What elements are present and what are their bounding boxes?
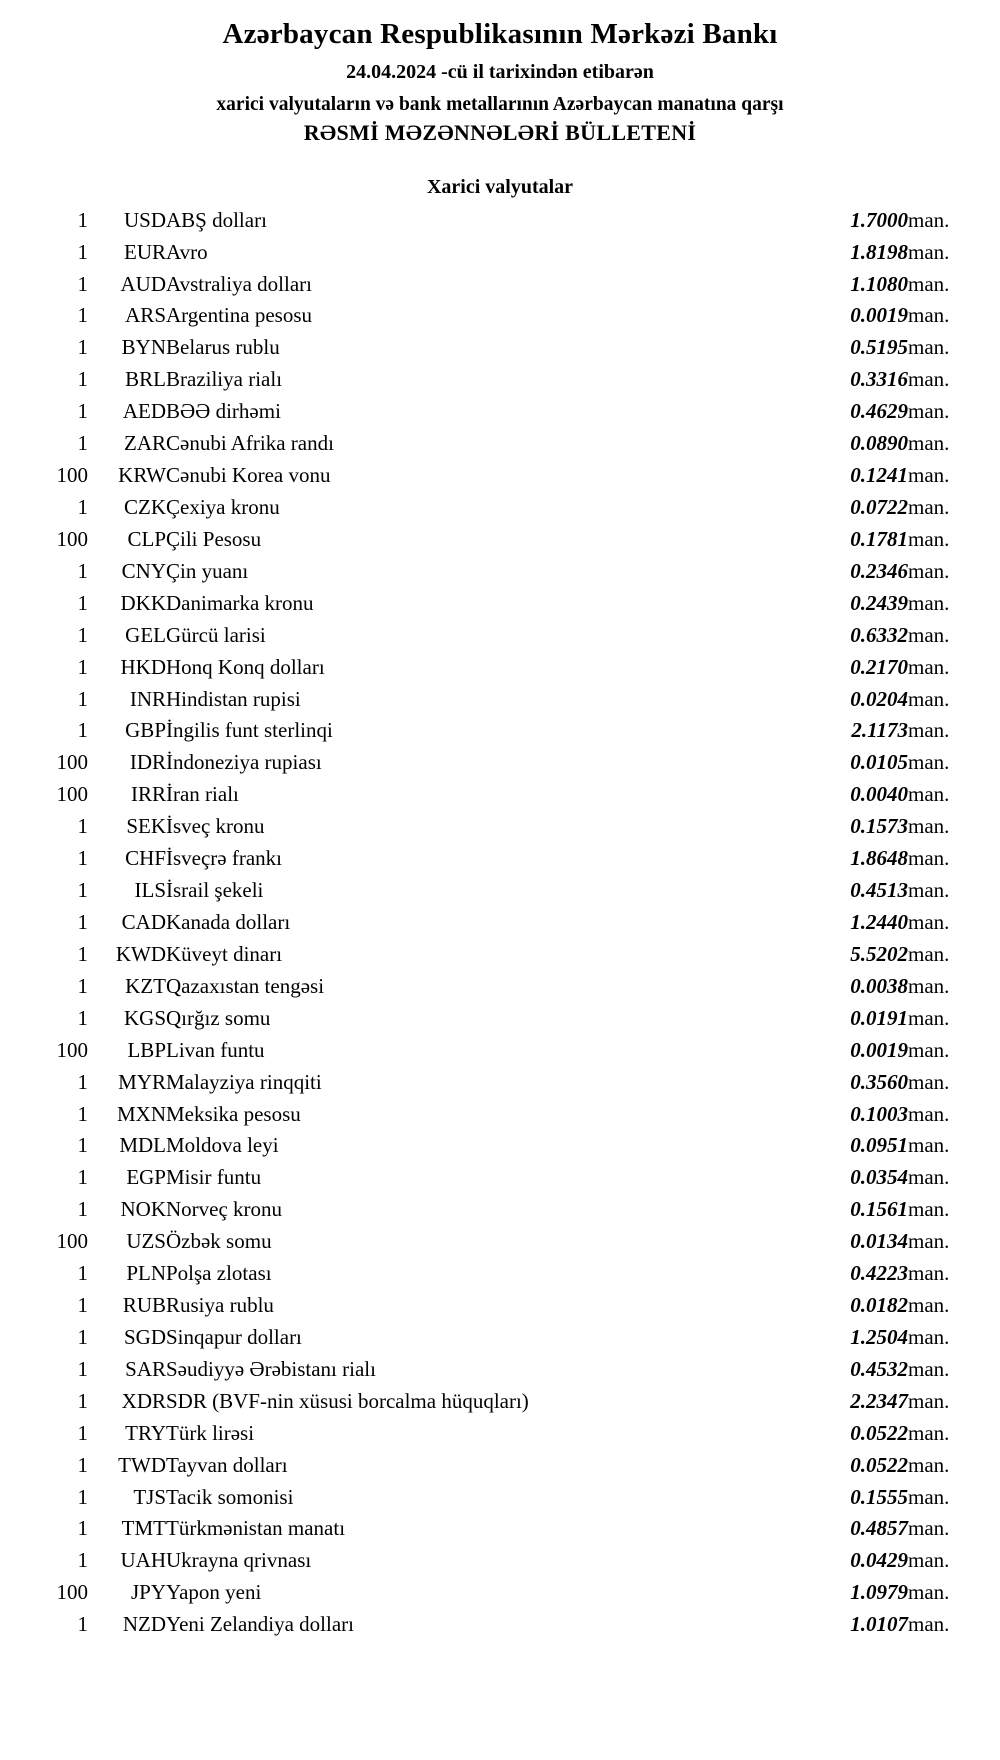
currency-amount: 1 xyxy=(77,941,88,966)
bank-title: Azərbaycan Respublikasının Mərkəzi Bankı xyxy=(222,18,778,50)
currency-code: ARS xyxy=(125,303,166,328)
currency-amount: 1 xyxy=(77,622,88,647)
currency-name: Tacik somonisi xyxy=(166,1484,294,1509)
currency-unit-label: man. xyxy=(908,941,950,966)
currency-code: MXN xyxy=(116,1101,166,1126)
currency-unit-label: man. xyxy=(908,335,950,360)
table-row xyxy=(30,205,970,237)
currency-amount: 1 xyxy=(77,1420,88,1445)
currency-amount: 1 xyxy=(77,1484,88,1509)
currency-amount: 1 xyxy=(77,1197,88,1222)
currency-rate-value: 0.3316 xyxy=(850,367,908,392)
currency-amount: 1 xyxy=(77,431,88,456)
currency-rate-value: 0.4857 xyxy=(850,1516,908,1541)
currency-name: Çili Pesosu xyxy=(166,526,262,551)
currency-amount: 1 xyxy=(77,846,88,871)
currency-name: SDR (BVF-nin xüsusi borcalma hüquqları) xyxy=(166,1388,529,1413)
currency-rate-value: 2.1173 xyxy=(851,718,908,743)
currency-rate-value: 0.0040 xyxy=(850,782,908,807)
currency-rate-value: 0.0890 xyxy=(850,431,908,456)
currency-name: BƏƏ dirhəmi xyxy=(166,399,281,424)
table-row xyxy=(30,1130,970,1162)
currency-amount: 1 xyxy=(77,654,88,679)
table-row xyxy=(30,843,970,875)
currency-unit-label: man. xyxy=(908,494,950,519)
currency-amount: 1 xyxy=(77,494,88,519)
currency-name: Malayziya rinqqiti xyxy=(166,1069,322,1094)
currency-amount: 1 xyxy=(77,1133,88,1158)
currency-amount: 1 xyxy=(77,367,88,392)
currency-name: İran rialı xyxy=(166,782,239,807)
currency-unit-label: man. xyxy=(908,1165,950,1190)
currency-unit-label: man. xyxy=(908,1548,950,1573)
currency-name: Honq Konq dolları xyxy=(166,654,325,679)
currency-unit-label: man. xyxy=(908,718,950,743)
table-row xyxy=(30,1577,970,1609)
currency-unit-label: man. xyxy=(908,590,950,615)
table-row xyxy=(30,779,970,811)
currency-rate-value: 0.2170 xyxy=(850,654,908,679)
currency-code: AUD xyxy=(120,271,166,296)
currency-rate-value: 0.1003 xyxy=(850,1101,908,1126)
currency-code: CZK xyxy=(124,494,166,519)
currency-rate-value: 0.4223 xyxy=(850,1261,908,1286)
currency-amount: 100 xyxy=(56,526,88,551)
currency-code: IDR xyxy=(129,750,166,775)
currency-code: CAD xyxy=(121,909,166,934)
currency-code: INR xyxy=(129,686,166,711)
currency-code: TWD xyxy=(118,1452,166,1477)
table-row xyxy=(30,364,970,396)
currency-name: Türk lirəsi xyxy=(166,1420,255,1445)
currency-code: TRY xyxy=(125,1420,166,1445)
currency-name: Argentina pesosu xyxy=(166,303,313,328)
currency-amount: 1 xyxy=(77,1005,88,1030)
currency-name: Kanada dolları xyxy=(166,909,291,934)
table-row xyxy=(30,1226,970,1258)
table-row xyxy=(30,1035,970,1067)
currency-amount: 1 xyxy=(77,814,88,839)
currency-rate-value: 1.7000 xyxy=(850,207,908,232)
currency-code: UAH xyxy=(120,1548,166,1573)
currency-code: MDL xyxy=(119,1133,166,1158)
currency-unit-label: man. xyxy=(908,1133,950,1158)
table-row xyxy=(30,875,970,907)
bulletin-title: RƏSMİ MƏZƏNNƏLƏRİ BÜLLETENİ xyxy=(303,119,697,145)
currency-unit-label: man. xyxy=(908,1388,950,1413)
currency-amount: 1 xyxy=(77,1324,88,1349)
currency-rate-value: 0.4629 xyxy=(850,399,908,424)
currency-code: CHF xyxy=(125,846,166,871)
currency-name: Polşa zlotası xyxy=(166,1261,272,1286)
currency-rate-value: 1.2504 xyxy=(850,1324,908,1349)
currency-code: KZT xyxy=(125,973,166,998)
currency-code: GEL xyxy=(125,622,166,647)
currency-code: LBP xyxy=(127,1037,166,1062)
currency-rate-value: 1.1080 xyxy=(850,271,908,296)
table-row xyxy=(30,1482,970,1514)
currency-unit-label: man. xyxy=(908,1293,950,1318)
currency-name: Sinqapur dolları xyxy=(166,1324,302,1349)
currency-unit-label: man. xyxy=(908,1452,950,1477)
currency-amount: 1 xyxy=(77,973,88,998)
currency-name: Qırğız somu xyxy=(166,1005,271,1030)
table-row xyxy=(30,1067,970,1099)
currency-code: PLN xyxy=(126,1261,166,1286)
table-row xyxy=(30,747,970,779)
document-header xyxy=(30,18,970,146)
currency-unit-label: man. xyxy=(908,654,950,679)
currency-unit-label: man. xyxy=(908,1261,950,1286)
currency-code: MYR xyxy=(118,1069,166,1094)
currency-code: TMT xyxy=(121,1516,166,1541)
currency-amount: 1 xyxy=(77,1101,88,1126)
currency-unit-label: man. xyxy=(908,1516,950,1541)
currency-rate-value: 0.2439 xyxy=(850,590,908,615)
currency-amount: 1 xyxy=(77,590,88,615)
currency-name: Danimarka kronu xyxy=(166,590,314,615)
currency-rate-value: 0.1781 xyxy=(850,526,908,551)
currency-rate-value: 1.8198 xyxy=(850,239,908,264)
effective-date-line: 24.04.2024 -cü il tarixindən etibarən xyxy=(346,61,654,84)
currency-code: DKK xyxy=(120,590,166,615)
currency-rate-value: 0.1241 xyxy=(850,463,908,488)
currency-amount: 1 xyxy=(77,1548,88,1573)
currency-unit-label: man. xyxy=(908,399,950,424)
table-row xyxy=(30,1418,970,1450)
currency-name: Yeni Zelandiya dolları xyxy=(166,1612,354,1637)
currency-amount: 1 xyxy=(77,1612,88,1637)
currency-unit-label: man. xyxy=(908,303,950,328)
currency-unit-label: man. xyxy=(908,463,950,488)
currency-rate-value: 5.5202 xyxy=(850,941,908,966)
currency-amount: 1 xyxy=(77,718,88,743)
currency-name: Norveç kronu xyxy=(166,1197,283,1222)
currency-amount: 1 xyxy=(77,1452,88,1477)
currency-amount: 1 xyxy=(77,558,88,583)
table-row xyxy=(30,1099,970,1131)
currency-code: HKD xyxy=(120,654,166,679)
table-row xyxy=(30,1545,970,1577)
currency-rate-value: 1.0107 xyxy=(850,1612,908,1637)
currency-unit-label: man. xyxy=(908,973,950,998)
currency-rate-value: 0.4532 xyxy=(850,1356,908,1381)
table-row xyxy=(30,269,970,301)
currency-code: RUB xyxy=(122,1293,166,1318)
currency-name: Moldova leyi xyxy=(166,1133,279,1158)
table-row xyxy=(30,1258,970,1290)
currency-amount: 1 xyxy=(77,303,88,328)
table-row xyxy=(30,1386,970,1418)
currency-unit-label: man. xyxy=(908,846,950,871)
currency-rate-value: 0.0019 xyxy=(850,1037,908,1062)
currency-rate-value: 0.0204 xyxy=(850,686,908,711)
currency-amount: 100 xyxy=(56,782,88,807)
currency-unit-label: man. xyxy=(908,271,950,296)
currency-code: EUR xyxy=(124,239,166,264)
currency-rate-value: 0.0354 xyxy=(850,1165,908,1190)
currency-name: Avstraliya dolları xyxy=(166,271,312,296)
table-row xyxy=(30,1194,970,1226)
currency-rate-value: 2.2347 xyxy=(850,1388,908,1413)
table-row xyxy=(30,332,970,364)
currency-rate-value: 0.0951 xyxy=(850,1133,908,1158)
currency-code: KGS xyxy=(123,1005,166,1030)
currency-amount: 1 xyxy=(77,686,88,711)
table-row xyxy=(30,237,970,269)
currency-name: Livan funtu xyxy=(166,1037,265,1062)
currency-name: Özbək somu xyxy=(166,1229,272,1254)
currency-code: ZAR xyxy=(124,431,166,456)
currency-amount: 1 xyxy=(77,1356,88,1381)
table-row xyxy=(30,907,970,939)
currency-unit-label: man. xyxy=(908,431,950,456)
currency-code: NOK xyxy=(120,1197,166,1222)
currency-amount: 1 xyxy=(77,1069,88,1094)
currency-unit-label: man. xyxy=(908,814,950,839)
currency-rate-value: 0.0191 xyxy=(850,1005,908,1030)
table-row xyxy=(30,684,970,716)
currency-unit-label: man. xyxy=(908,686,950,711)
currency-name: Cənubi Afrika randı xyxy=(166,431,334,456)
currency-code: XDR xyxy=(121,1388,166,1413)
currency-name: Qazaxıstan tengəsi xyxy=(166,973,325,998)
currency-code: BYN xyxy=(121,335,166,360)
currency-rate-value: 0.0182 xyxy=(850,1293,908,1318)
currency-code: KRW xyxy=(118,463,166,488)
currency-amount: 1 xyxy=(77,1516,88,1541)
currency-name: Ukrayna qrivnası xyxy=(166,1548,312,1573)
currency-amount: 1 xyxy=(77,1261,88,1286)
currency-name: Meksika pesosu xyxy=(166,1101,301,1126)
currency-name: İngilis funt sterlinqi xyxy=(166,718,333,743)
currency-name: Səudiyyə Ərəbistanı rialı xyxy=(166,1356,376,1381)
currency-unit-label: man. xyxy=(908,1005,950,1030)
currency-code: CNY xyxy=(121,558,166,583)
currency-unit-label: man. xyxy=(908,750,950,775)
bulletin-subtitle: xarici valyutaların və bank metallarının Azərbaycan manatına qarşı xyxy=(216,94,784,116)
currency-rate-value: 0.0522 xyxy=(850,1420,908,1445)
currency-name: Çexiya kronu xyxy=(166,494,280,519)
currency-rate-value: 0.1555 xyxy=(850,1484,908,1509)
table-row xyxy=(30,1513,970,1545)
currency-unit-label: man. xyxy=(908,367,950,392)
currency-unit-label: man. xyxy=(908,1356,950,1381)
table-row xyxy=(30,588,970,620)
currency-amount: 1 xyxy=(77,1165,88,1190)
currency-unit-label: man. xyxy=(908,1484,950,1509)
currency-name: İsrail şekeli xyxy=(166,878,264,903)
currency-unit-label: man. xyxy=(908,207,950,232)
currency-amount: 100 xyxy=(56,1580,88,1605)
currency-name: Yapon yeni xyxy=(166,1580,262,1605)
currency-amount: 1 xyxy=(77,399,88,424)
currency-code: IRR xyxy=(130,782,166,807)
currency-amount: 1 xyxy=(77,909,88,934)
currency-code: SAR xyxy=(125,1356,166,1381)
currency-rate-value: 0.0429 xyxy=(850,1548,908,1573)
currency-rate-value: 0.5195 xyxy=(850,335,908,360)
currency-unit-label: man. xyxy=(908,782,950,807)
table-row xyxy=(30,1322,970,1354)
currency-amount: 100 xyxy=(56,1037,88,1062)
currency-code: AED xyxy=(122,399,166,424)
currency-name: İsveçrə frankı xyxy=(166,846,283,871)
currency-rate-value: 1.2440 xyxy=(850,909,908,934)
currency-unit-label: man. xyxy=(908,1197,950,1222)
currency-rate-value: 0.3560 xyxy=(850,1069,908,1094)
table-row xyxy=(30,1354,970,1386)
currency-unit-label: man. xyxy=(908,1037,950,1062)
table-row xyxy=(30,396,970,428)
currency-rate-value: 0.0038 xyxy=(850,973,908,998)
currency-name: İndoneziya rupiası xyxy=(166,750,322,775)
currency-amount: 1 xyxy=(77,878,88,903)
currency-unit-label: man. xyxy=(908,526,950,551)
currency-amount: 1 xyxy=(77,271,88,296)
currency-rate-value: 1.0979 xyxy=(850,1580,908,1605)
currency-unit-label: man. xyxy=(908,622,950,647)
currency-name: Belarus rublu xyxy=(166,335,280,360)
currency-code: KWD xyxy=(115,941,166,966)
currency-name: ABŞ dolları xyxy=(166,207,267,232)
currency-amount: 1 xyxy=(77,1293,88,1318)
table-row xyxy=(30,1609,970,1641)
currency-unit-label: man. xyxy=(908,1420,950,1445)
currency-rate-value: 0.0722 xyxy=(850,494,908,519)
currency-rate-value: 0.0105 xyxy=(850,750,908,775)
currency-code: UZS xyxy=(126,1229,166,1254)
table-row xyxy=(30,971,970,1003)
currency-amount: 1 xyxy=(77,239,88,264)
table-row xyxy=(30,715,970,747)
currency-amount: 1 xyxy=(77,207,88,232)
table-row xyxy=(30,1290,970,1322)
currency-rate-value: 0.0019 xyxy=(850,303,908,328)
currency-unit-label: man. xyxy=(908,1324,950,1349)
currency-rate-value: 0.0134 xyxy=(850,1229,908,1254)
currency-name: Küveyt dinarı xyxy=(166,941,283,966)
currency-unit-label: man. xyxy=(908,558,950,583)
currency-code: BRL xyxy=(125,367,166,392)
currency-code: JPY xyxy=(130,1580,166,1605)
currency-name: Çin yuanı xyxy=(166,558,249,583)
currency-unit-label: man. xyxy=(908,909,950,934)
currency-amount: 100 xyxy=(56,750,88,775)
currency-rate-value: 0.4513 xyxy=(850,878,908,903)
currency-unit-label: man. xyxy=(908,1229,950,1254)
currency-code: TJS xyxy=(133,1484,166,1509)
table-row xyxy=(30,492,970,524)
currency-name: Gürcü larisi xyxy=(166,622,266,647)
currency-code: GBP xyxy=(125,718,166,743)
currency-code: SEK xyxy=(126,814,166,839)
section-title-foreign-currencies: Xarici valyutalar xyxy=(426,175,574,198)
table-row xyxy=(30,811,970,843)
table-row xyxy=(30,428,970,460)
currency-name: Cənubi Korea vonu xyxy=(166,463,331,488)
currency-name: İsveç kronu xyxy=(166,814,265,839)
table-row xyxy=(30,939,970,971)
currency-rate-value: 0.0522 xyxy=(850,1452,908,1477)
currency-code: USD xyxy=(123,207,166,232)
table-row xyxy=(30,556,970,588)
table-row xyxy=(30,1162,970,1194)
currency-amount: 1 xyxy=(77,1388,88,1413)
currency-name: Türkmənistan manatı xyxy=(166,1516,346,1541)
currency-unit-label: man. xyxy=(908,1612,950,1637)
currency-rate-value: 1.8648 xyxy=(850,846,908,871)
currency-code: EGP xyxy=(126,1165,166,1190)
currency-rates-table xyxy=(30,205,970,1641)
currency-code: CLP xyxy=(127,526,166,551)
currency-unit-label: man. xyxy=(908,1101,950,1126)
currency-amount: 1 xyxy=(77,335,88,360)
currency-amount: 100 xyxy=(56,1229,88,1254)
currency-name: Hindistan rupisi xyxy=(166,686,301,711)
table-row xyxy=(30,652,970,684)
table-row xyxy=(30,1003,970,1035)
currency-rate-value: 0.1561 xyxy=(850,1197,908,1222)
currency-unit-label: man. xyxy=(908,239,950,264)
currency-name: Braziliya rialı xyxy=(166,367,283,392)
currency-unit-label: man. xyxy=(908,1580,950,1605)
currency-name: Avro xyxy=(166,239,208,264)
currency-code: ILS xyxy=(134,878,166,903)
currency-amount: 100 xyxy=(56,463,88,488)
currency-rate-value: 0.6332 xyxy=(850,622,908,647)
currency-code: NZD xyxy=(122,1612,166,1637)
currency-unit-label: man. xyxy=(908,1069,950,1094)
currency-name: Misir funtu xyxy=(166,1165,262,1190)
currency-name: Tayvan dolları xyxy=(166,1452,288,1477)
currency-unit-label: man. xyxy=(908,878,950,903)
table-row xyxy=(30,524,970,556)
currency-code: SGD xyxy=(123,1324,166,1349)
currency-rate-value: 0.2346 xyxy=(850,558,908,583)
currency-name: Rusiya rublu xyxy=(166,1293,274,1318)
currency-rate-value: 0.1573 xyxy=(850,814,908,839)
table-row xyxy=(30,300,970,332)
table-row xyxy=(30,460,970,492)
table-row xyxy=(30,620,970,652)
table-row xyxy=(30,1450,970,1482)
